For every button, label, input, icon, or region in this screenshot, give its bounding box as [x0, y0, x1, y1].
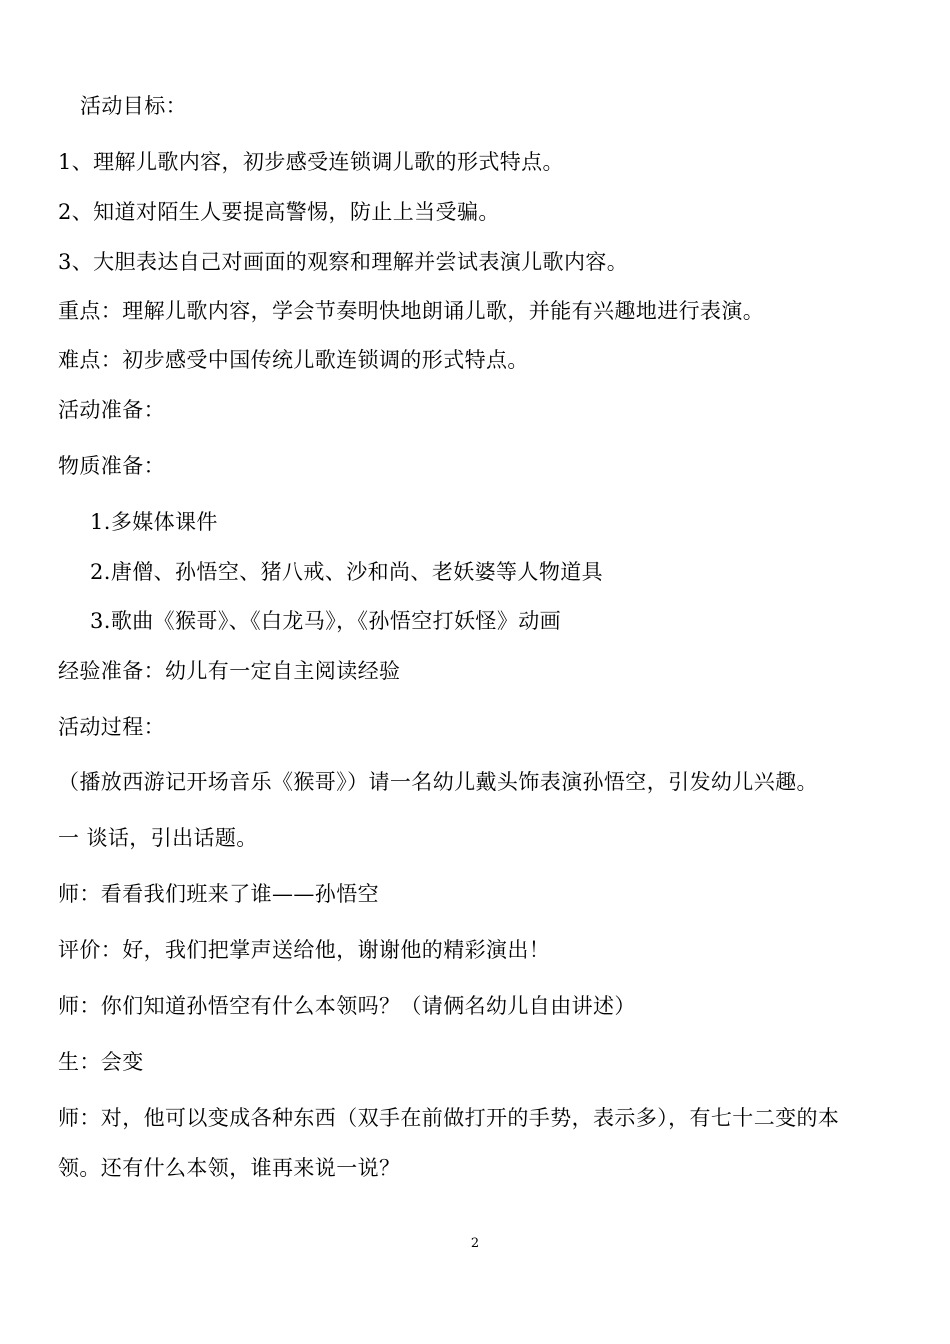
- material-item-2: 2.唐僧、孙悟空、猪八戒、沙和尚、老妖婆等人物道具: [90, 560, 604, 584]
- dialogue-line-1: 师：看看我们班来了谁——孙悟空: [58, 882, 379, 906]
- page-number: 2: [470, 1236, 480, 1251]
- heading-activity-goals: 活动目标：: [80, 94, 187, 118]
- goal-item-3: 3、大胆表达自己对画面的观察和理解并尝试表演儿歌内容。: [58, 250, 629, 274]
- heading-activity-preparation: 活动准备：: [58, 398, 165, 422]
- heading-material-preparation: 物质准备：: [58, 454, 165, 478]
- process-intro: （播放西游记开场音乐《猴哥》）请一名幼儿戴头饰表演孙悟空，引发幼儿兴趣。: [58, 770, 818, 794]
- dialogue-line-2: 评价：好，我们把掌声送给他，谢谢他的精彩演出！: [58, 938, 551, 962]
- goal-item-2: 2、知道对陌生人要提高警惕，防止上当受骗。: [58, 200, 500, 224]
- material-item-1: 1.多媒体课件: [90, 510, 218, 534]
- difficult-point: 难点：初步感受中国传统儿歌连锁调的形式特点。: [58, 348, 529, 372]
- material-item-3: 3.歌曲《猴哥》、《白龙马》，《孙悟空打妖怪》动画: [90, 609, 562, 633]
- section-one-heading: 一 谈话，引出话题。: [58, 826, 258, 850]
- dialogue-line-3: 师：你们知道孙悟空有什么本领吗？（请俩名幼儿自由讲述）: [58, 994, 636, 1018]
- dialogue-line-5-continued: 领。还有什么本领，谁再来说一说？: [58, 1156, 401, 1180]
- heading-activity-process: 活动过程：: [58, 715, 165, 739]
- goal-item-1: 1、理解儿歌内容，初步感受连锁调儿歌的形式特点。: [58, 150, 564, 174]
- dialogue-line-5: 师：对，他可以变成各种东西（双手在前做打开的手势，表示多），有七十二变的本: [58, 1106, 840, 1130]
- key-point: 重点：理解儿歌内容，学会节奏明快地朗诵儿歌，并能有兴趣地进行表演。: [58, 299, 765, 323]
- dialogue-line-4: 生：会变: [58, 1050, 144, 1074]
- experience-preparation: 经验准备：幼儿有一定自主阅读经验: [58, 659, 401, 683]
